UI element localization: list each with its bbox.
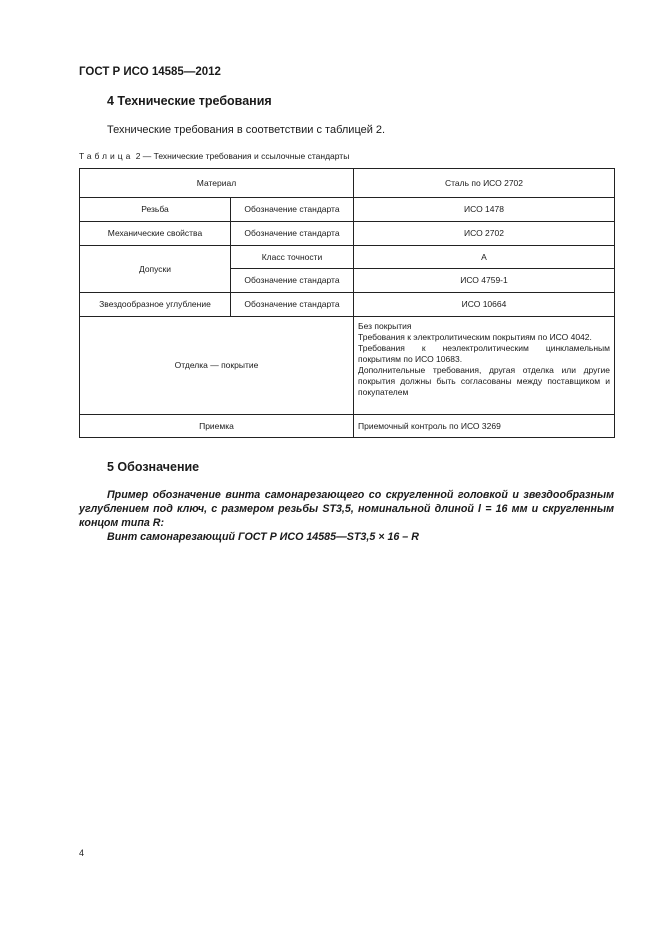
requirements-table xyxy=(79,168,615,438)
row-value: ИСО 10664 xyxy=(354,293,615,317)
designation-example xyxy=(79,489,614,545)
row-label: Механические свойства xyxy=(80,222,231,246)
section-4-intro: Технические требования в соответствии с таблицей 2. xyxy=(107,124,386,136)
table-header-row xyxy=(80,169,615,198)
finish-description xyxy=(354,317,615,415)
row-label: Резьба xyxy=(80,198,231,222)
row-sub: Класс точности xyxy=(231,246,354,269)
finish-line: Дополнительные требования, другая отделка или другие покрытия должны быть согласованы между поставщиком и покупателем xyxy=(358,365,610,398)
finish-line: Требования к неэлектролитическим цинкламельным покрытиям по ИСО 10683. xyxy=(358,343,610,365)
table-caption-number: 2 xyxy=(135,151,141,161)
section-5-title: 5 Обозначение xyxy=(107,460,200,474)
table-row xyxy=(80,222,615,246)
row-value: ИСО 4759-1 xyxy=(354,269,615,293)
row-sub: Обозначение стандарта xyxy=(231,222,354,246)
finish-line: Без покрытия xyxy=(358,321,412,331)
acceptance-row xyxy=(80,415,615,438)
header-material: Материал xyxy=(80,169,354,198)
row-label: Звездообразное углубление xyxy=(80,293,231,317)
table-row xyxy=(80,246,615,269)
finish-label: Отделка — покрытие xyxy=(80,317,354,415)
section-4-title: 4 Технические требования xyxy=(107,94,272,108)
table-caption-text: — Технические требования и ссылочные стандарты xyxy=(140,151,350,161)
acceptance-value: Приемочный контроль по ИСО 3269 xyxy=(354,415,615,438)
row-value: ИСО 1478 xyxy=(354,198,615,222)
example-text: Пример обозначение винта самонарезающего со скругленной головкой и звездообразным углублением под ключ, с размером резьбы ST3,5, номинальной длиной l = 16 мм и скругленным концом типа R: xyxy=(79,489,614,529)
acceptance-label: Приемка xyxy=(80,415,354,438)
finish-row xyxy=(80,317,615,415)
finish-line: Требования к электролитическим покрытиям по ИСО 4042. xyxy=(358,332,592,343)
table-caption-word: Таблица xyxy=(79,151,134,161)
row-sub: Обозначение стандарта xyxy=(231,269,354,293)
document-header: ГОСТ Р ИСО 14585—2012 xyxy=(79,66,221,78)
row-value: A xyxy=(354,246,615,269)
page-number: 4 xyxy=(79,848,85,858)
row-value: ИСО 2702 xyxy=(354,222,615,246)
header-steel: Сталь по ИСО 2702 xyxy=(354,169,615,198)
row-label: Допуски xyxy=(80,246,231,293)
row-sub: Обозначение стандарта xyxy=(231,293,354,317)
table-row xyxy=(80,198,615,222)
designation-text: Винт самонарезающий ГОСТ Р ИСО 14585—ST3,5 × 16 – R xyxy=(107,530,419,543)
table-row xyxy=(80,293,615,317)
row-sub: Обозначение стандарта xyxy=(231,198,354,222)
table-caption xyxy=(79,151,349,161)
